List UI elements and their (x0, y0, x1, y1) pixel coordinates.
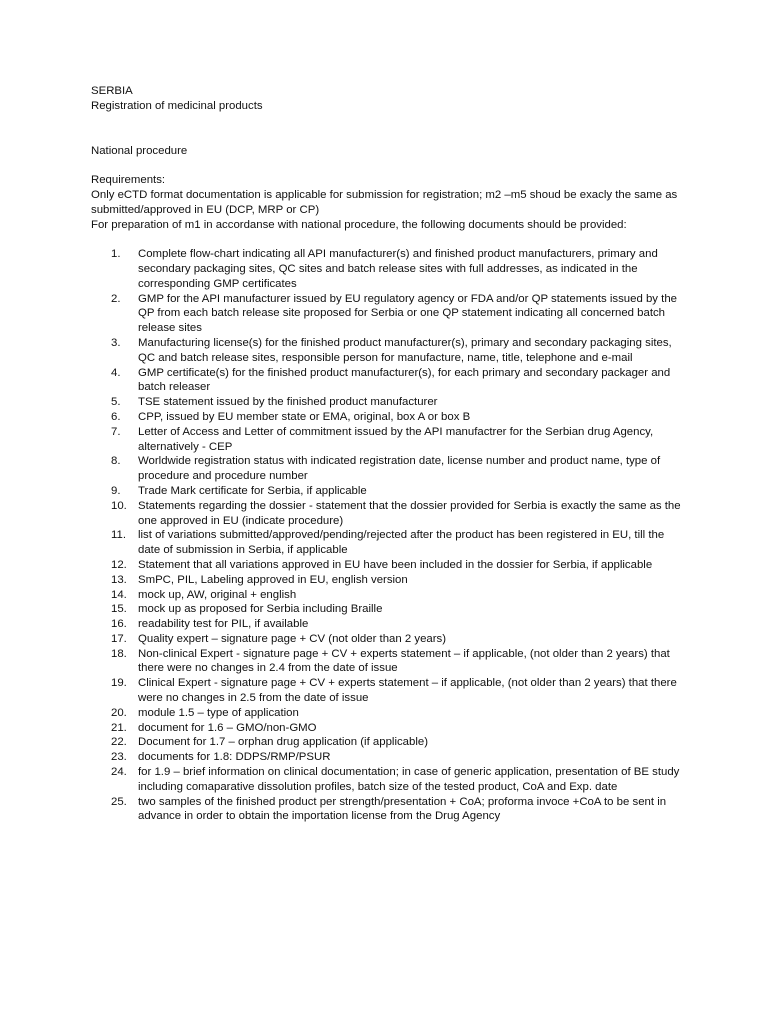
list-item (91, 676, 681, 706)
list-item (91, 647, 681, 677)
list-item-text: document for 1.6 – GMO/non-GMO (138, 721, 317, 734)
list-item-text: module 1.5 – type of application (138, 706, 299, 719)
list-item (91, 395, 681, 410)
list-item-text: Quality expert – signature page + CV (not older than 2 years) (138, 632, 447, 645)
document-subtitle: Registration of medicinal products (91, 99, 263, 112)
country-heading: SERBIA (91, 85, 133, 97)
list-item-number: 13. (111, 573, 127, 586)
list-item (91, 425, 681, 455)
list-item-number: 20. (111, 706, 127, 719)
list-item-number: 15. (111, 603, 127, 616)
list-item-text: GMP for the API manufacturer issued by EU regulatory agency or FDA and/or QP statements issued by the QP from each batch release site proposed for Serbia or one QP statement indicating all concerned batch release sites (138, 292, 678, 335)
list-item (91, 558, 681, 573)
list-item (91, 750, 681, 765)
list-item-text: readability test for PIL, if available (138, 618, 309, 631)
list-item-number: 6. (111, 410, 121, 423)
list-item-text: CPP, issued by EU member state or EMA, original, box A or box B (138, 410, 471, 423)
list-item-number: 1. (111, 248, 121, 261)
list-item (91, 602, 681, 617)
procedure-label: National procedure (91, 144, 188, 157)
list-item-text: TSE statement issued by the finished product manufacturer (138, 396, 438, 409)
list-item-number: 7. (111, 425, 121, 438)
list-item (91, 454, 681, 484)
list-item-text: GMP certificate(s) for the finished product manufacturer(s), for each primary and secondary packager and batch releaser (138, 366, 671, 394)
list-item (91, 292, 681, 336)
list-item-text: Complete flow-chart indicating all API manufacturer(s) and finished product manufacturers, primary and secondary packaging sites, QC sites and batch release sites with full addresses, as indicated in the corresponding GMP certificates (138, 248, 658, 290)
list-item-text: documents for 1.8: DDPS/RMP/PSUR (138, 751, 331, 764)
list-item (91, 410, 681, 425)
document-body (91, 84, 681, 824)
list-item-number: 17. (111, 632, 127, 645)
list-item-number: 23. (111, 751, 127, 764)
list-item-number: 25. (111, 795, 127, 808)
list-item-number: 14. (111, 588, 127, 601)
requirements-list (91, 247, 681, 824)
list-item-text: Non-clinical Expert - signature page + CV + experts statement – if applicable, (not older than 2 years) that there were no changes in 2.4 from the date of issue (138, 647, 670, 675)
list-item-number: 2. (111, 292, 121, 305)
list-item-number: 4. (111, 366, 121, 379)
list-item-text: Statements regarding the dossier - statement that the dossier provided for Serbia is exactly the same as the one approved in EU (indicate procedure) (138, 499, 681, 527)
list-item-number: 11. (111, 529, 126, 542)
list-item-number: 22. (111, 736, 127, 749)
list-item-text: Letter of Access and Letter of commitment issued by the API manufactrer for the Serbian drug Agency, alternatively - CEP (138, 425, 654, 453)
list-item (91, 795, 681, 825)
list-item (91, 721, 681, 736)
list-item (91, 247, 681, 291)
list-item-text: mock up, AW, original + english (138, 588, 297, 601)
list-item-text: Document for 1.7 – orphan drug application (if applicable) (138, 736, 428, 749)
list-item-number: 3. (111, 336, 121, 349)
list-item (91, 499, 681, 529)
list-item-number: 16. (111, 618, 127, 631)
list-item (91, 336, 681, 366)
list-item (91, 528, 681, 558)
list-item (91, 632, 681, 647)
list-item-text: Worldwide registration status with indicated registration date, license number and product name, type of procedure and procedure number (138, 455, 661, 483)
list-item-number: 18. (111, 647, 127, 660)
list-item-text: Trade Mark certificate for Serbia, if applicable (138, 484, 367, 497)
list-item-number: 8. (111, 455, 121, 468)
requirements-heading: Requirements: (91, 174, 166, 187)
list-item-number: 24. (111, 766, 127, 779)
list-item-text: Manufacturing license(s) for the finished product manufacturer(s), primary and secondary packaging sites, QC and batch release sites, responsible person for manufacture, name, title, telephone and e-mail (138, 336, 672, 364)
list-item (91, 706, 681, 721)
list-item-number: 10. (111, 499, 127, 512)
list-item-number: 12. (111, 558, 127, 571)
ectd-paragraph: Only eCTD format documentation is applicable for submission for registration; m2 –m5 shoud be exacly the same as submitted/approved in EU (DCP, MRP or CP) (91, 188, 678, 216)
list-item-text: mock up as proposed for Serbia including Braille (138, 603, 383, 616)
list-item-number: 21. (111, 721, 127, 734)
list-item-text: Clinical Expert - signature page + CV + experts statement – if applicable, (not older than 2 years) that there were no changes in 2.5 from the date of issue (138, 677, 677, 705)
list-item (91, 765, 681, 795)
list-item (91, 573, 681, 588)
list-item (91, 588, 681, 603)
list-item-number: 5. (111, 396, 121, 409)
list-item-text: Statement that all variations approved in EU have been included in the dossier for Serbia, if applicable (138, 558, 653, 571)
list-item-number: 9. (111, 484, 121, 497)
list-item-text: list of variations submitted/approved/pending/rejected after the product has been registered in EU, till the date of submission in Serbia, if applicable (138, 529, 665, 557)
list-item-text: for 1.9 – brief information on clinical documentation; in case of generic application, presentation of BE study including comaparative dissolution profiles, batch size of the tested product, CoA and Exp. date (138, 766, 680, 793)
list-item (91, 366, 681, 396)
list-item (91, 735, 681, 750)
list-item (91, 617, 681, 632)
list-item (91, 484, 681, 499)
list-item-text: two samples of the finished product per strength/presentation + CoA; proforma invoce +CoA to be sent in advance in order to obtain the importation license from the Drug Agency (138, 795, 667, 823)
list-item-number: 19. (111, 677, 127, 690)
list-item-text: SmPC, PIL, Labeling approved in EU, english version (138, 573, 408, 586)
m1-paragraph: For preparation of m1 in accordanse with national procedure, the following documents should be provided: (91, 218, 627, 231)
